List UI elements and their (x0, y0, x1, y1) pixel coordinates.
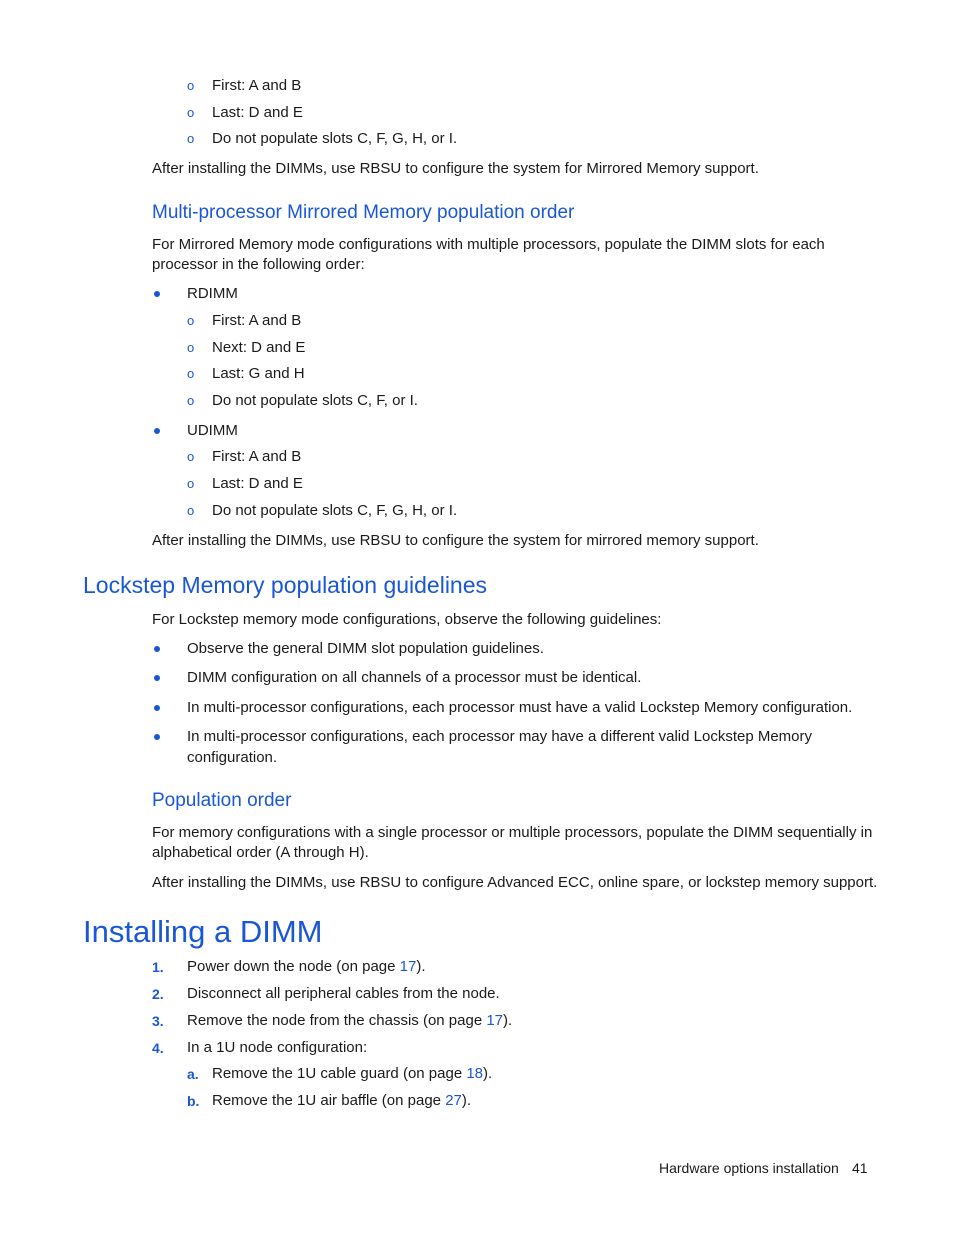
step-text (187, 957, 426, 977)
paragraph: For memory configurations with a single processor or multiple processors, populate the DIMM sequentially in (152, 824, 873, 841)
section-heading: Lockstep Memory population guidelines (83, 572, 488, 598)
list-item: Last: D and E (212, 475, 303, 492)
bullet-icon (154, 675, 160, 681)
step-end: ). (461, 1092, 472, 1109)
bullet-icon (154, 705, 160, 711)
list-item: UDIMM (187, 422, 238, 439)
list-item: Do not populate slots C, F, G, H, or I. (212, 130, 458, 147)
paragraph: processor in the following order: (152, 256, 365, 273)
step-end: ). (483, 1065, 493, 1082)
step-label: Remove the node from the chassis (on page (187, 1012, 487, 1029)
list-item: First: A and B (212, 77, 302, 94)
section-heading: Population order (152, 790, 292, 811)
paragraph: After installing the DIMMs, use RBSU to configure the system for mirrored memory support. (152, 532, 759, 549)
list-item: First: A and B (212, 448, 302, 465)
sub-bullet-icon: o (187, 449, 195, 464)
step-number: 3. (152, 1013, 164, 1029)
sub-bullet-icon: o (187, 366, 195, 381)
page-link[interactable]: 18 (466, 1065, 484, 1082)
list-item: Last: G and H (212, 365, 305, 382)
step-text (187, 1011, 512, 1031)
paragraph: For Mirrored Memory mode configurations with multiple processors, populate the DIMM slots for each (152, 236, 825, 253)
sub-bullet-icon: o (187, 503, 195, 518)
paragraph: For Lockstep memory mode configurations, observe the following guidelines: (152, 611, 662, 628)
list-item: Do not populate slots C, F, G, H, or I. (212, 502, 458, 519)
list-item: configuration. (187, 749, 278, 766)
list-item: In multi-processor configurations, each processor may have a different valid Lockstep Memory (187, 728, 813, 745)
list-item: DIMM configuration on all channels of a processor must be identical. (187, 669, 642, 686)
step-end: ). (503, 1012, 513, 1029)
step-label: Power down the node (on page (187, 958, 400, 975)
step-end: ). (416, 958, 426, 975)
page-link[interactable]: 17 (399, 958, 417, 975)
substep-text (212, 1091, 471, 1111)
sub-bullet-icon: o (187, 78, 195, 93)
step-text: In a 1U node configuration: (187, 1039, 368, 1056)
page-link[interactable]: 27 (445, 1092, 462, 1109)
sub-bullet-icon: o (187, 340, 195, 355)
bullet-icon (154, 291, 160, 297)
substep-letter: b. (187, 1093, 200, 1109)
list-item: Do not populate slots C, F, or I. (212, 392, 418, 409)
step-text: Disconnect all peripheral cables from the node. (187, 985, 500, 1002)
step-label: Remove the 1U air baffle (on page (212, 1092, 446, 1109)
page-link[interactable]: 17 (486, 1012, 504, 1029)
footer-section-title: Hardware options installation (659, 1160, 839, 1176)
bullet-icon (154, 428, 160, 434)
page-number: 41 (852, 1160, 868, 1176)
list-item: Last: D and E (212, 104, 303, 121)
list-item: RDIMM (187, 285, 238, 302)
sub-bullet-icon: o (187, 313, 195, 328)
step-label: Remove the 1U cable guard (on page (212, 1065, 467, 1082)
substep-letter: a. (187, 1066, 199, 1082)
list-item: Observe the general DIMM slot population guidelines. (187, 640, 544, 657)
sub-bullet-icon: o (187, 476, 195, 491)
paragraph: alphabetical order (A through H). (152, 844, 369, 861)
step-number: 1. (152, 959, 164, 975)
bullet-icon (154, 734, 160, 740)
step-number: 2. (152, 986, 164, 1002)
sub-bullet-icon: o (187, 393, 195, 408)
sub-bullet-icon: o (187, 131, 195, 146)
paragraph: After installing the DIMMs, use RBSU to configure the system for Mirrored Memory support. (152, 160, 759, 177)
list-item: In multi-processor configurations, each processor must have a valid Lockstep Memory configuration. (187, 699, 853, 716)
list-item: Next: D and E (212, 339, 306, 356)
substep-text (212, 1064, 492, 1084)
step-number: 4. (152, 1040, 164, 1056)
list-item: First: A and B (212, 312, 302, 329)
sub-bullet-icon: o (187, 105, 195, 120)
bullet-icon (154, 646, 160, 652)
section-heading: Multi-processor Mirrored Memory population order (152, 202, 575, 223)
paragraph: After installing the DIMMs, use RBSU to configure Advanced ECC, online spare, or lockstep memory support. (152, 874, 878, 891)
page-title: Installing a DIMM (83, 914, 323, 949)
